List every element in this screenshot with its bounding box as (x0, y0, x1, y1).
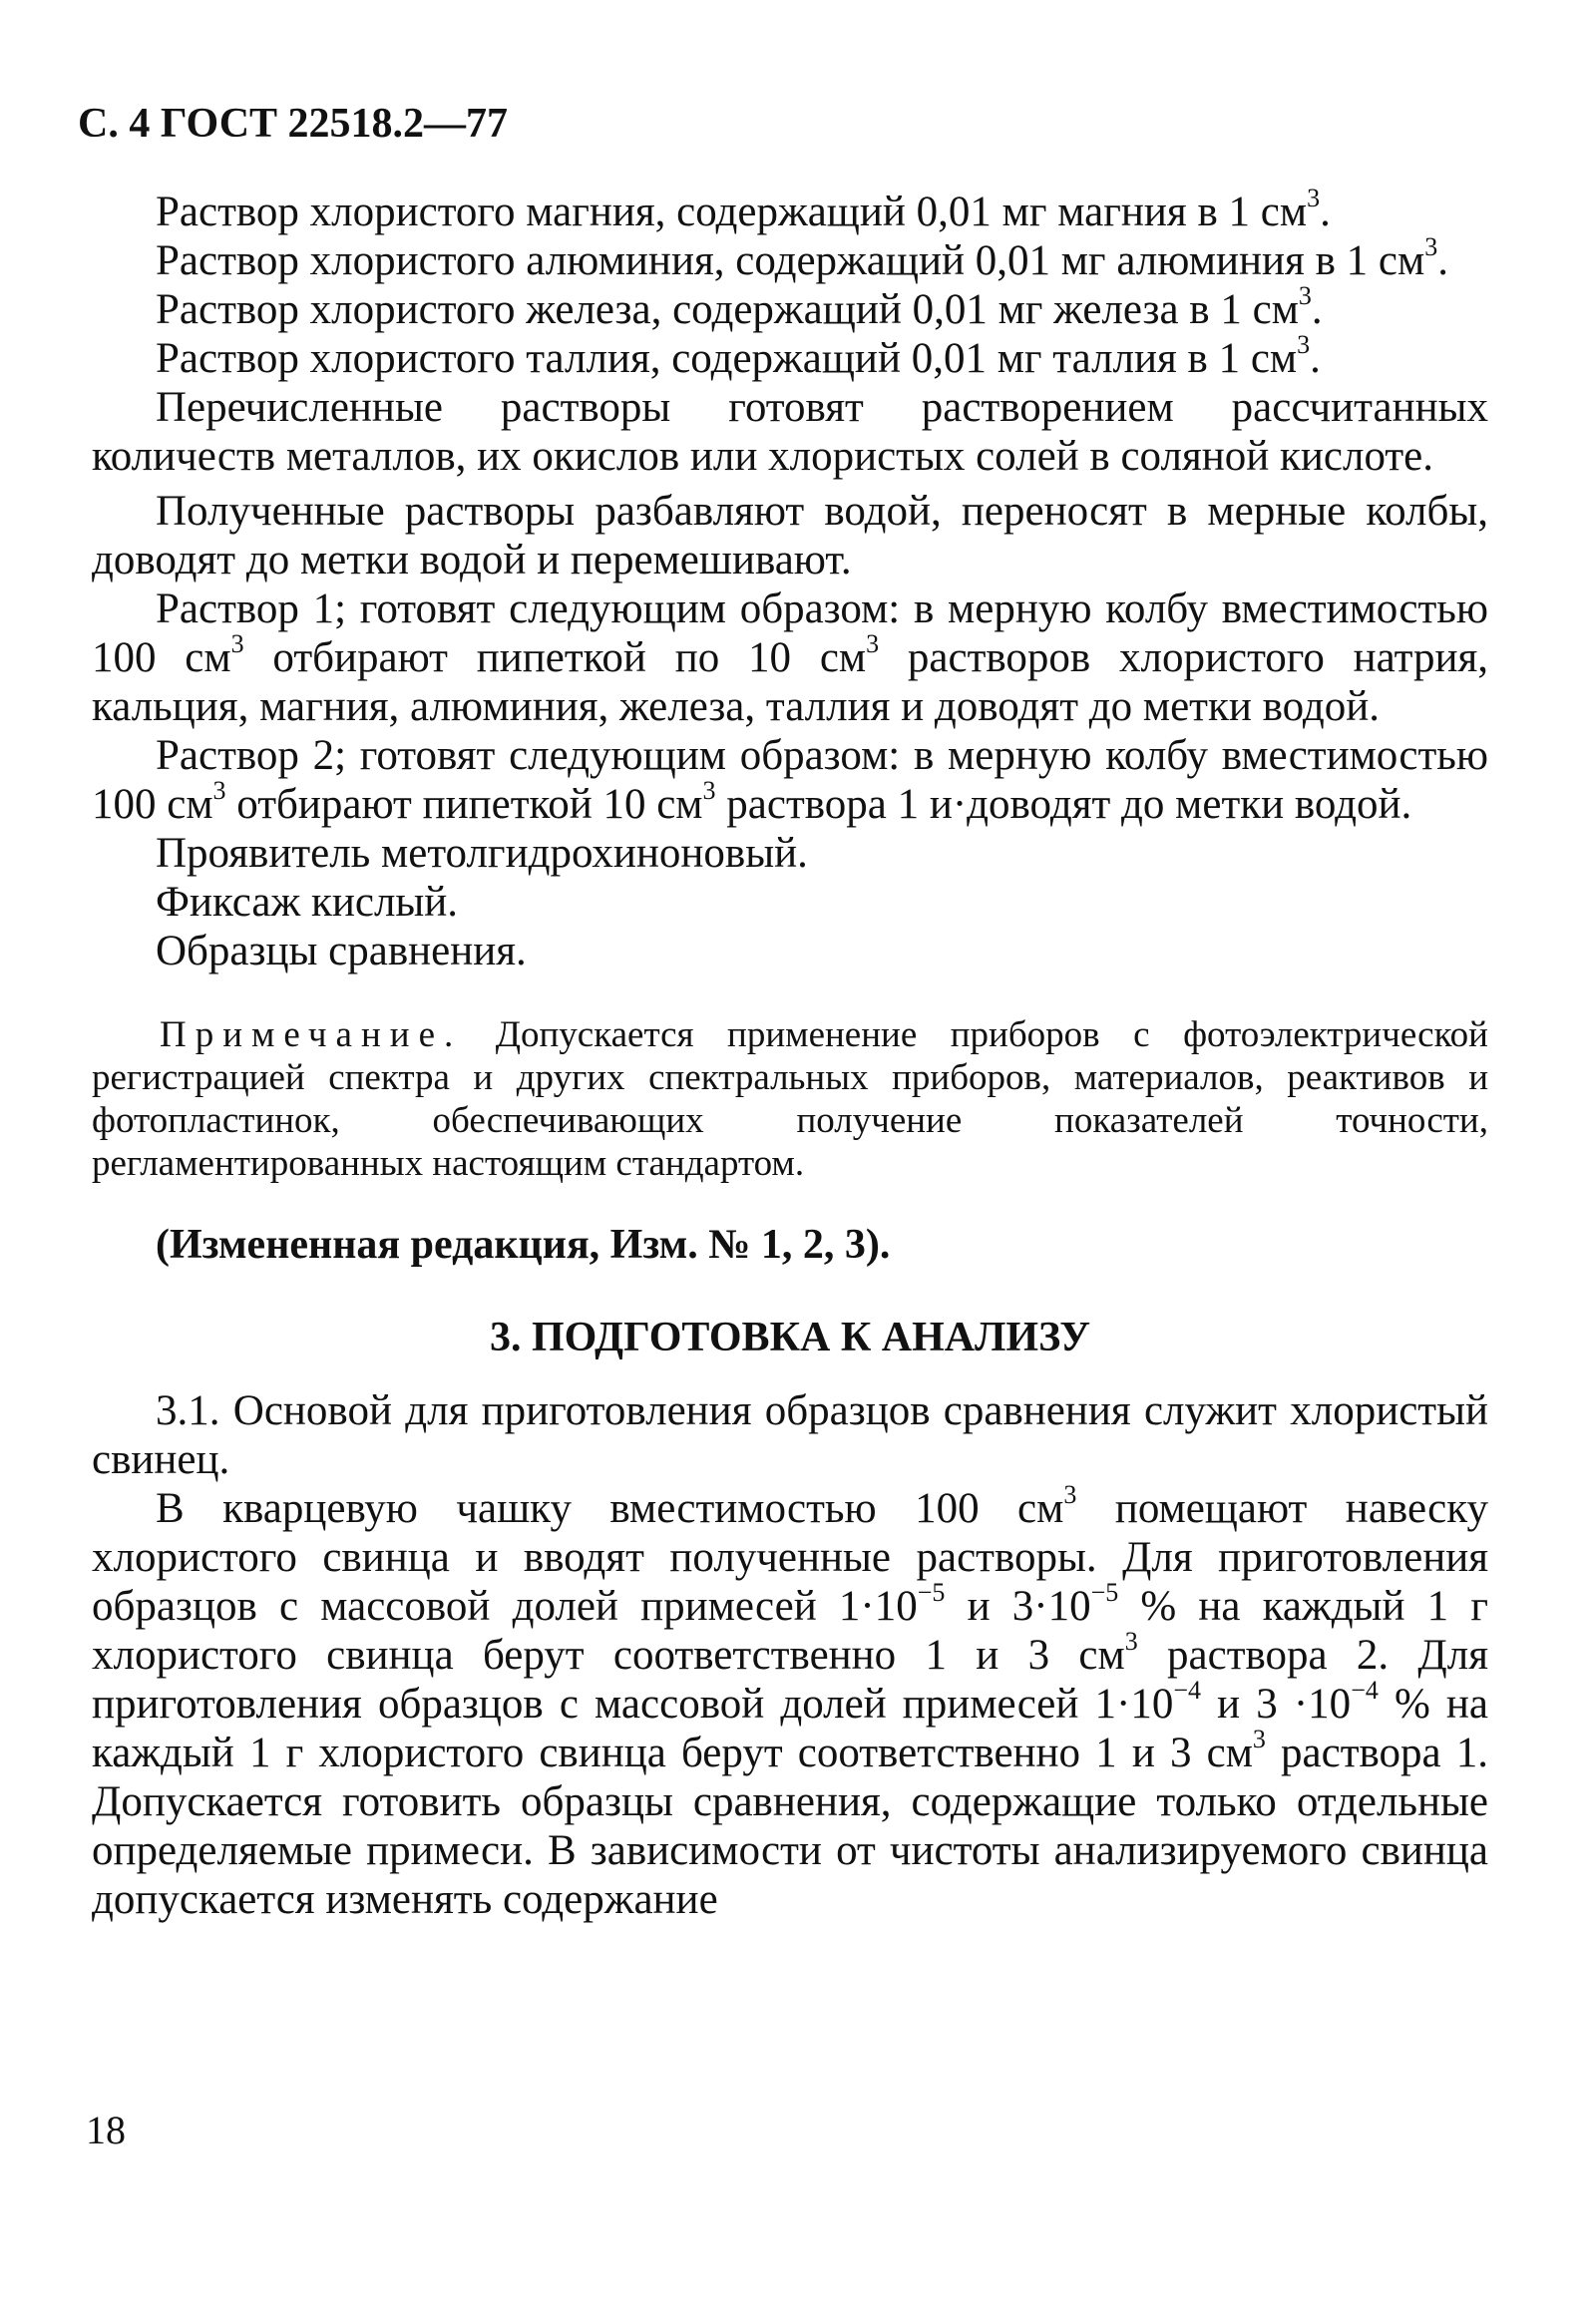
note-paragraph (92, 1013, 1488, 1185)
text-run: и 3·10 (945, 1583, 1091, 1630)
edit-note: (Измененная редакция, Изм. № 1, 2, 3). (156, 1222, 891, 1268)
superscript: 3 (1298, 280, 1312, 310)
superscript: 3 (1063, 1479, 1077, 1509)
text-run: раствора 2. Для приготовления образцов с массовой долей примесей 1·10 (92, 1632, 1489, 1728)
text-run: отбирают пипеткой по 10 см (243, 634, 867, 681)
superscript: −5 (917, 1577, 946, 1607)
text-run: . (1320, 189, 1331, 235)
text-run: . (1437, 237, 1448, 284)
paragraph-preparation: Перечисленные растворы готовят растворением рассчитанных количеств металлов, их окислов или хлористых солей в соляной кислоте. (92, 384, 1488, 480)
superscript: 3 (1297, 329, 1311, 359)
page-number: 18 (86, 2108, 126, 2152)
text-run: и 3 ·10 (1201, 1681, 1352, 1728)
text-run: . (1310, 335, 1321, 382)
superscript: 3 (1252, 1724, 1266, 1753)
text-run: % на каждый 1 г хлористого свинца берут соответственно 1 и 3 см (92, 1681, 1489, 1776)
paragraph-iron-solution (92, 280, 1488, 334)
text-run: Раствор хлористого таллия, содержащий 0,01 мг таллия в 1 см (156, 335, 1298, 382)
text-run: раствора 1 и·доводят до метки водой. (715, 781, 1412, 828)
running-header: С. 4 ГОСТ 22518.2—77 (78, 101, 509, 147)
paragraph-solution-2 (92, 731, 1488, 829)
paragraph-3-1: 3.1. Основой для приготовления образцов сравнения служит хлористый свинец. (92, 1387, 1488, 1483)
paragraph-quartz-cup (92, 1479, 1489, 1924)
note-label: Примечание. (160, 1014, 463, 1055)
paragraph-magnesium-solution (92, 183, 1488, 236)
superscript: 3 (702, 775, 716, 805)
superscript: 3 (1124, 1626, 1138, 1656)
text-run: помещают навеску хлористого свинца и вводят полученные растворы. Для приготовления образцов с массовой долей примесей 1·10 (92, 1485, 1488, 1630)
superscript: −4 (1173, 1675, 1202, 1705)
main-text (92, 183, 1489, 1924)
text-run: Раствор 2; готовят следующим образом: в мерную колбу вместимостью 100 см (92, 732, 1488, 828)
paragraph-fixer: Фиксаж кислый. (156, 879, 459, 926)
note-text: Допускается применение приборов с фотоэлектрической регистрацией спектра и других спектральных приборов, материалов, реактивов и фотопластинок, обеспечивающих получение показателей точности, регламентированных настоящим стандартом. (92, 1014, 1488, 1184)
superscript: 3 (866, 628, 880, 658)
text-run: Раствор 1; готовят следующим образом: в мерную колбу вместимостью 100 см (92, 585, 1488, 681)
paragraph-thallium-solution (92, 329, 1488, 383)
superscript: 3 (212, 775, 226, 805)
text-run: отбирают пипеткой 10 см (225, 781, 703, 828)
superscript: 3 (230, 628, 244, 658)
text-run: Раствор хлористого магния, содержащий 0,01 мг магния в 1 см (156, 189, 1308, 235)
superscript: −5 (1090, 1577, 1119, 1607)
text-run: Раствор хлористого железа, содержащий 0,01 мг железа в 1 см (156, 286, 1299, 333)
section-title: 3. ПОДГОТОВКА К АНАЛИЗУ (489, 1315, 1091, 1360)
paragraph-samples: Образцы сравнения. (156, 928, 527, 974)
paragraph-solution-1 (92, 584, 1488, 731)
text-run: . (1311, 286, 1323, 333)
superscript: 3 (1424, 231, 1438, 261)
paragraph-aluminium-solution (92, 231, 1488, 285)
text-run: растворов хлористого натрия, кальция, магния, алюминия, железа, таллия и доводят до метки водой. (92, 634, 1488, 730)
text-run: % на каждый 1 г хлористого свинца берут соответственно 1 и 3 см (92, 1583, 1488, 1679)
paragraph-dilution: Полученные растворы разбавляют водой, переносят в мерные колбы, доводят до метки водой и перемешивают. (92, 488, 1488, 583)
text-run: В кварцевую чашку вместимостью 100 см (156, 1485, 1064, 1532)
superscript: 3 (1307, 183, 1321, 212)
text-run: Раствор хлористого алюминия, содержащий 0,01 мг алюминия в 1 см (156, 237, 1425, 284)
text-run: раствора 1. Допускается готовить образцы сравнения, содержащие только отдельные определяемые примеси. В зависимости от чистоты анализируемого свинца допускается изменять содержание (92, 1730, 1488, 1923)
paragraph-developer: Проявитель метолгидрохиноновый. (156, 830, 808, 877)
superscript: −4 (1351, 1675, 1379, 1705)
